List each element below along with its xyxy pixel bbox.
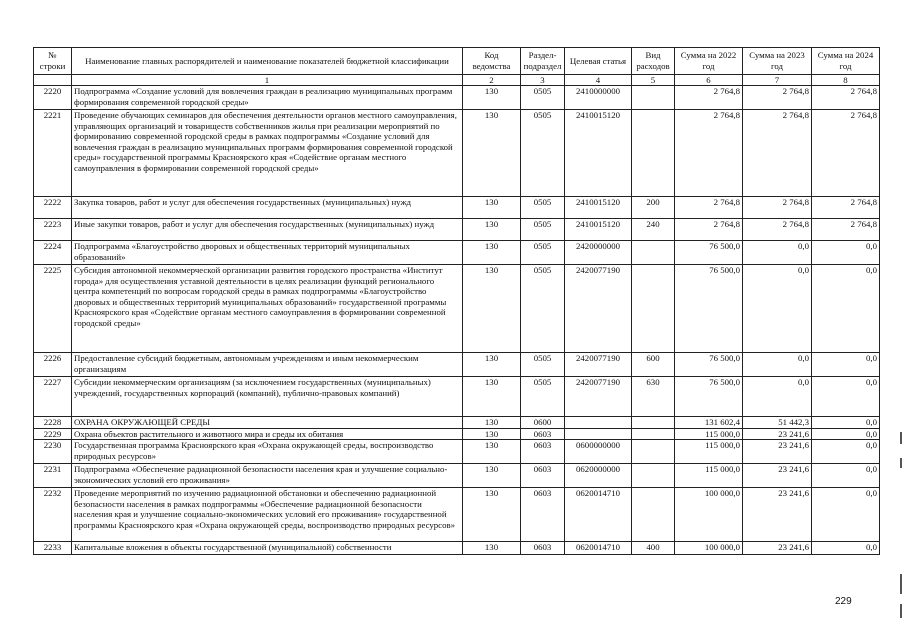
header-vid: Вид расходов bbox=[632, 48, 675, 75]
row-statya: 2410000000 bbox=[565, 86, 632, 110]
row-razdel: 0505 bbox=[521, 86, 565, 110]
row-razdel: 0505 bbox=[521, 241, 565, 265]
row-vid bbox=[632, 110, 675, 197]
row-vid bbox=[632, 265, 675, 353]
budget-table bbox=[33, 47, 880, 555]
row-sum-2022: 100 000,0 bbox=[675, 488, 743, 542]
row-ved: 130 bbox=[463, 197, 521, 219]
row-statya: 0620000000 bbox=[565, 464, 632, 488]
row-sum-2024: 0,0 bbox=[812, 241, 880, 265]
table-row bbox=[34, 377, 880, 417]
row-razdel: 0505 bbox=[521, 265, 565, 353]
table-row bbox=[34, 353, 880, 377]
row-vid: 400 bbox=[632, 542, 675, 555]
row-sum-2022: 100 000,0 bbox=[675, 542, 743, 555]
row-sum-2024: 2 764,8 bbox=[812, 86, 880, 110]
margin-mark bbox=[900, 574, 902, 594]
row-razdel: 0505 bbox=[521, 353, 565, 377]
column-index: 3 bbox=[521, 75, 565, 86]
row-name: Подпрограмма «Обеспечение радиационной безопасности населения края и улучшение социально-экономических условий его проживания» bbox=[72, 464, 463, 488]
row-ved: 130 bbox=[463, 265, 521, 353]
row-sum-2024: 0,0 bbox=[812, 377, 880, 417]
table-row bbox=[34, 241, 880, 265]
row-razdel: 0600 bbox=[521, 417, 565, 429]
row-sum-2022: 2 764,8 bbox=[675, 219, 743, 241]
table-row bbox=[34, 542, 880, 555]
row-statya: 2410015120 bbox=[565, 219, 632, 241]
row-sum-2024: 0,0 bbox=[812, 428, 880, 440]
row-statya bbox=[565, 417, 632, 429]
row-number: 2228 bbox=[34, 417, 72, 429]
table-row bbox=[34, 219, 880, 241]
row-sum-2022: 76 500,0 bbox=[675, 241, 743, 265]
column-index-row bbox=[34, 75, 880, 86]
row-sum-2023: 23 241,6 bbox=[743, 464, 812, 488]
row-sum-2022: 76 500,0 bbox=[675, 353, 743, 377]
row-razdel: 0505 bbox=[521, 219, 565, 241]
row-ved: 130 bbox=[463, 417, 521, 429]
row-ved: 130 bbox=[463, 440, 521, 464]
table-row bbox=[34, 417, 880, 429]
row-sum-2024: 0,0 bbox=[812, 353, 880, 377]
table-row bbox=[34, 428, 880, 440]
row-sum-2023: 23 241,6 bbox=[743, 542, 812, 555]
row-name: Проведение мероприятий по изучению радиационной обстановки и обеспечению радиационной безопасности населения в рамках подпрограммы «Обеспечение радиационной безопасности населения края и улучшение социально-экономических условий его проживания» государственной программы Красноярского края «Охрана окружающей среды, воспроизводство природных ресурсов» bbox=[72, 488, 463, 542]
header-name: Наименование главных распорядителей и наименование показателей бюджетной классификации bbox=[72, 48, 463, 75]
row-sum-2024: 0,0 bbox=[812, 542, 880, 555]
page-number: 229 bbox=[835, 596, 852, 607]
row-sum-2022: 76 500,0 bbox=[675, 377, 743, 417]
table-body bbox=[34, 86, 880, 555]
row-name: ОХРАНА ОКРУЖАЮЩЕЙ СРЕДЫ bbox=[72, 417, 463, 429]
budget-page bbox=[33, 47, 880, 555]
row-ved: 130 bbox=[463, 241, 521, 265]
row-number: 2225 bbox=[34, 265, 72, 353]
row-name: Подпрограмма «Создание условий для вовлечения граждан в реализацию муниципальных программ формирования современной городской среды» bbox=[72, 86, 463, 110]
header-statya: Целевая статья bbox=[565, 48, 632, 75]
row-sum-2023: 0,0 bbox=[743, 377, 812, 417]
row-sum-2022: 115 000,0 bbox=[675, 440, 743, 464]
row-razdel: 0603 bbox=[521, 440, 565, 464]
row-vid bbox=[632, 241, 675, 265]
row-ved: 130 bbox=[463, 353, 521, 377]
row-statya bbox=[565, 428, 632, 440]
row-sum-2023: 23 241,6 bbox=[743, 488, 812, 542]
row-vid bbox=[632, 464, 675, 488]
row-number: 2232 bbox=[34, 488, 72, 542]
row-sum-2023: 51 442,3 bbox=[743, 417, 812, 429]
column-index: 1 bbox=[72, 75, 463, 86]
row-sum-2023: 0,0 bbox=[743, 265, 812, 353]
row-sum-2024: 0,0 bbox=[812, 488, 880, 542]
row-sum-2022: 2 764,8 bbox=[675, 197, 743, 219]
table-row bbox=[34, 86, 880, 110]
row-number: 2222 bbox=[34, 197, 72, 219]
row-sum-2022: 115 000,0 bbox=[675, 464, 743, 488]
column-index: 2 bbox=[463, 75, 521, 86]
table-row bbox=[34, 197, 880, 219]
row-razdel: 0603 bbox=[521, 542, 565, 555]
row-sum-2022: 131 602,4 bbox=[675, 417, 743, 429]
row-name: Иные закупки товаров, работ и услуг для обеспечения государственных (муниципальных) нужд bbox=[72, 219, 463, 241]
table-row bbox=[34, 110, 880, 197]
row-name: Предоставление субсидий бюджетным, автономным учреждениям и иным некоммерческим организациям bbox=[72, 353, 463, 377]
table-row bbox=[34, 440, 880, 464]
row-sum-2024: 0,0 bbox=[812, 417, 880, 429]
row-statya: 2420000000 bbox=[565, 241, 632, 265]
row-statya: 0600000000 bbox=[565, 440, 632, 464]
header-row-number: № строки bbox=[34, 48, 72, 75]
row-statya: 2420077190 bbox=[565, 353, 632, 377]
table-row bbox=[34, 488, 880, 542]
row-number: 2226 bbox=[34, 353, 72, 377]
row-razdel: 0603 bbox=[521, 464, 565, 488]
row-statya: 2420077190 bbox=[565, 377, 632, 417]
row-sum-2023: 0,0 bbox=[743, 241, 812, 265]
header-sum-2024: Сумма на 2024 год bbox=[812, 48, 880, 75]
row-vid: 200 bbox=[632, 197, 675, 219]
row-ved: 130 bbox=[463, 110, 521, 197]
row-sum-2024: 0,0 bbox=[812, 464, 880, 488]
row-sum-2023: 2 764,8 bbox=[743, 86, 812, 110]
row-number: 2233 bbox=[34, 542, 72, 555]
row-sum-2023: 2 764,8 bbox=[743, 110, 812, 197]
row-ved: 130 bbox=[463, 377, 521, 417]
column-index: 4 bbox=[565, 75, 632, 86]
row-vid bbox=[632, 428, 675, 440]
row-number: 2221 bbox=[34, 110, 72, 197]
column-index: 6 bbox=[675, 75, 743, 86]
row-ved: 130 bbox=[463, 428, 521, 440]
row-sum-2024: 2 764,8 bbox=[812, 110, 880, 197]
margin-mark bbox=[900, 604, 902, 618]
row-razdel: 0505 bbox=[521, 377, 565, 417]
margin-mark bbox=[900, 458, 902, 468]
row-sum-2022: 76 500,0 bbox=[675, 265, 743, 353]
row-number: 2230 bbox=[34, 440, 72, 464]
row-ved: 130 bbox=[463, 488, 521, 542]
row-name: Проведение обучающих семинаров для обеспечения деятельности органов местного самоуправления, управляющих организаций и товариществ собственников жилья при реализации мероприятий по формированию современной городской среды в рамках подпрограммы «Создание условий для вовлечения граждан в реализацию муниципальных программ формирования современной городской среды» государственной программы Красноярского края «Содействие органам местного самоуправления в формировании современной городской среды» bbox=[72, 110, 463, 197]
row-number: 2231 bbox=[34, 464, 72, 488]
row-sum-2023: 23 241,6 bbox=[743, 428, 812, 440]
row-ved: 130 bbox=[463, 464, 521, 488]
table-header-row bbox=[34, 48, 880, 75]
row-sum-2024: 0,0 bbox=[812, 265, 880, 353]
row-statya: 2420077190 bbox=[565, 265, 632, 353]
row-number: 2223 bbox=[34, 219, 72, 241]
row-sum-2024: 0,0 bbox=[812, 440, 880, 464]
row-vid bbox=[632, 86, 675, 110]
row-ved: 130 bbox=[463, 86, 521, 110]
header-razdel: Раздел-подраздел bbox=[521, 48, 565, 75]
row-sum-2023: 23 241,6 bbox=[743, 440, 812, 464]
row-name: Подпрограмма «Благоустройство дворовых и общественных территорий муниципальных образований» bbox=[72, 241, 463, 265]
row-sum-2024: 2 764,8 bbox=[812, 197, 880, 219]
row-razdel: 0603 bbox=[521, 488, 565, 542]
row-ved: 130 bbox=[463, 542, 521, 555]
header-ved: Код ведомства bbox=[463, 48, 521, 75]
row-vid bbox=[632, 488, 675, 542]
row-sum-2023: 0,0 bbox=[743, 353, 812, 377]
row-sum-2023: 2 764,8 bbox=[743, 197, 812, 219]
row-statya: 0620014710 bbox=[565, 488, 632, 542]
table-row bbox=[34, 265, 880, 353]
row-number: 2220 bbox=[34, 86, 72, 110]
row-number: 2229 bbox=[34, 428, 72, 440]
header-sum-2022: Сумма на 2022 год bbox=[675, 48, 743, 75]
row-razdel: 0603 bbox=[521, 428, 565, 440]
row-number: 2227 bbox=[34, 377, 72, 417]
row-name: Государственная программа Красноярского края «Охрана окружающей среды, воспроизводство природных ресурсов» bbox=[72, 440, 463, 464]
row-name: Субсидия автономной некоммерческой организации развития городского пространства «Институт города» для осуществления уставной деятельности в целях реализации функций регионального центра компетенций по вопросам городской среды в рамках подпрограммы «Благоустройство дворовых и общественных территорий муниципальных образований» государственной программы Красноярского края «Содействие органам местного самоуправления в формировании современной городской среды» bbox=[72, 265, 463, 353]
row-number: 2224 bbox=[34, 241, 72, 265]
row-statya: 2410015120 bbox=[565, 110, 632, 197]
row-sum-2022: 2 764,8 bbox=[675, 110, 743, 197]
row-statya: 2410015120 bbox=[565, 197, 632, 219]
table-row bbox=[34, 464, 880, 488]
row-vid bbox=[632, 417, 675, 429]
row-sum-2023: 2 764,8 bbox=[743, 219, 812, 241]
row-vid bbox=[632, 440, 675, 464]
row-vid: 240 bbox=[632, 219, 675, 241]
column-index: 8 bbox=[812, 75, 880, 86]
row-vid: 630 bbox=[632, 377, 675, 417]
row-sum-2022: 115 000,0 bbox=[675, 428, 743, 440]
row-name: Капитальные вложения в объекты государственной (муниципальной) собственности bbox=[72, 542, 463, 555]
row-sum-2024: 2 764,8 bbox=[812, 219, 880, 241]
row-name: Субсидии некоммерческим организациям (за исключением государственных (муниципальных) учреждений, государственных корпораций (компаний), публично-правовых компаний) bbox=[72, 377, 463, 417]
column-index: 7 bbox=[743, 75, 812, 86]
row-vid: 600 bbox=[632, 353, 675, 377]
margin-mark bbox=[900, 432, 902, 444]
row-name: Закупка товаров, работ и услуг для обеспечения государственных (муниципальных) нужд bbox=[72, 197, 463, 219]
row-razdel: 0505 bbox=[521, 197, 565, 219]
row-razdel: 0505 bbox=[521, 110, 565, 197]
header-sum-2023: Сумма на 2023 год bbox=[743, 48, 812, 75]
row-statya: 0620014710 bbox=[565, 542, 632, 555]
row-ved: 130 bbox=[463, 219, 521, 241]
column-index: 5 bbox=[632, 75, 675, 86]
row-sum-2022: 2 764,8 bbox=[675, 86, 743, 110]
row-name: Охрана объектов растительного и животного мира и среды их обитания bbox=[72, 428, 463, 440]
column-index bbox=[34, 75, 72, 86]
